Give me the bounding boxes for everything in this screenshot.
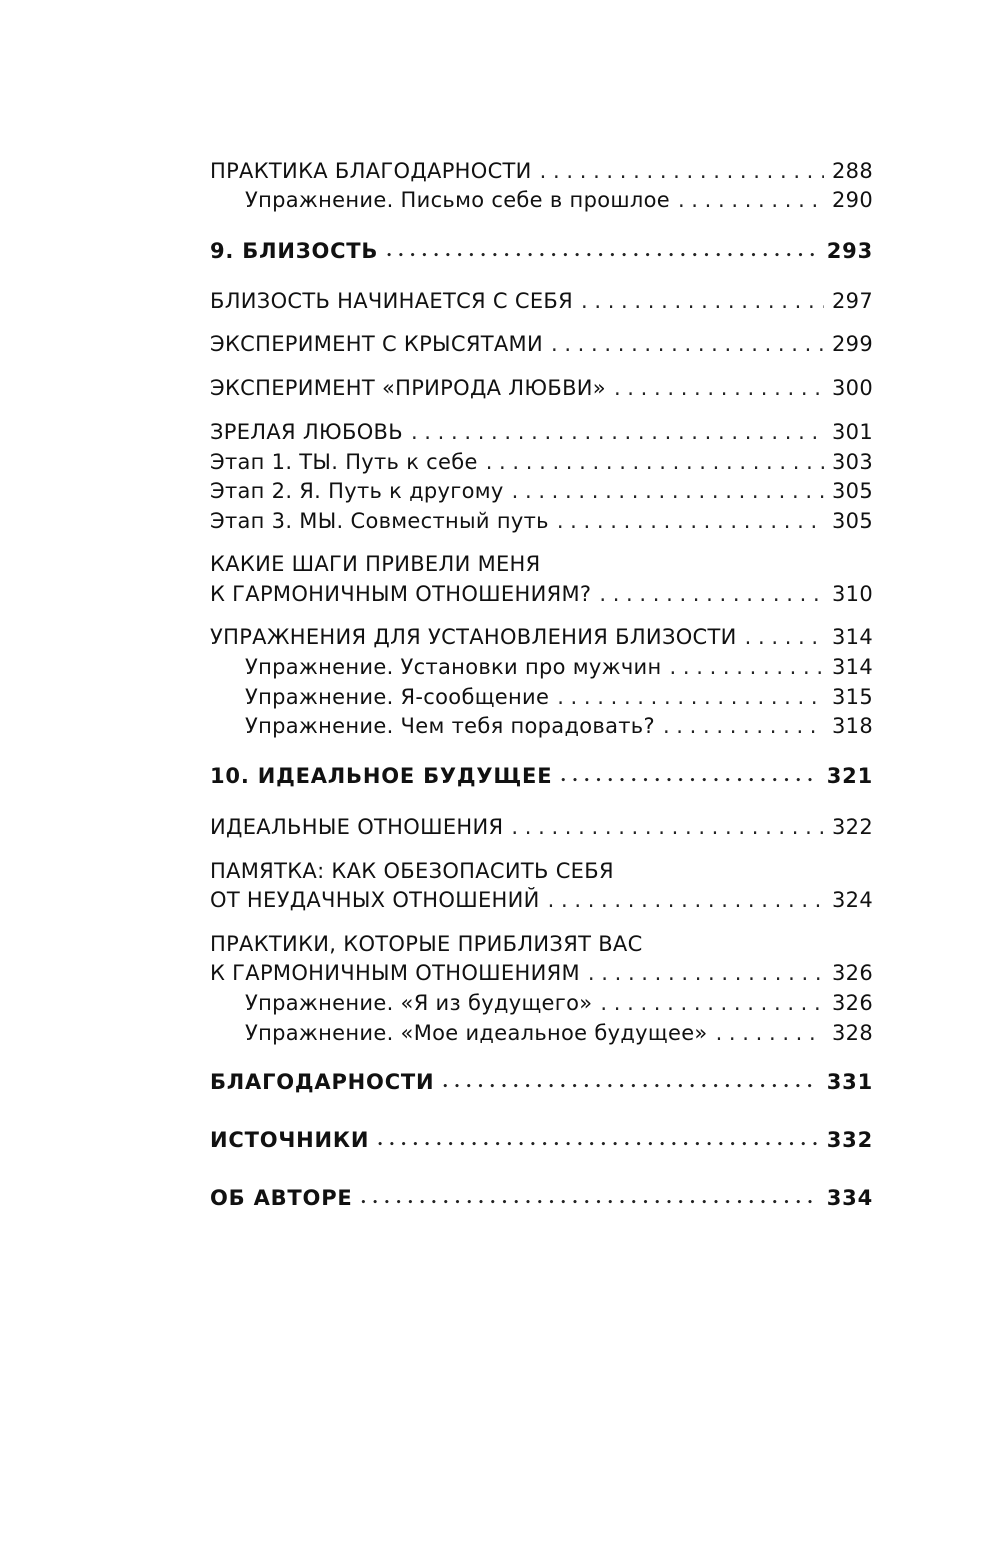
toc-entry-title: БЛИЗОСТЬ НАЧИНАЕТСЯ С СЕБЯ (210, 289, 573, 313)
dot-leader (511, 812, 824, 842)
toc-entry-title: ЭКСПЕРИМЕНТ С КРЫСЯТАМИ (210, 332, 543, 356)
toc-chapter[interactable] (210, 761, 873, 796)
toc-entry-title: УПРАЖНЕНИЯ ДЛЯ УСТАНОВЛЕНИЯ БЛИЗОСТИ (210, 625, 737, 649)
dot-leader (614, 373, 824, 403)
toc-entry[interactable] (210, 812, 873, 842)
toc-chapter-title: ОБ АВТОРЕ (210, 1186, 353, 1210)
toc-page-number: 326 (832, 991, 873, 1015)
toc-entry-title: Упражнение. Письмо себе в прошлое (245, 188, 670, 212)
dot-leader (361, 1183, 819, 1218)
toc-subentry[interactable] (245, 988, 873, 1018)
toc-chapter-title: ИСТОЧНИКИ (210, 1128, 370, 1152)
toc-page-number: 332 (826, 1128, 873, 1152)
toc-chapter[interactable] (210, 236, 873, 271)
toc-page-number: 321 (826, 764, 873, 788)
dot-leader (557, 506, 824, 536)
toc-page-number: 290 (832, 188, 873, 212)
toc-subentry[interactable] (245, 682, 873, 712)
toc-entry[interactable] (210, 506, 873, 536)
toc-page-number: 314 (832, 625, 873, 649)
toc-entry[interactable] (210, 447, 873, 477)
dot-leader (548, 885, 824, 915)
toc-subentry[interactable] (245, 1018, 873, 1048)
toc-entry-title: Упражнение. Я-сообщение (245, 685, 550, 709)
toc-page-number: 299 (832, 332, 873, 356)
toc-subentry[interactable] (245, 185, 873, 215)
toc-entry-title-line1[interactable]: КАКИЕ ШАГИ ПРИВЕЛИ МЕНЯ (210, 552, 541, 576)
toc-entry[interactable] (210, 579, 873, 609)
toc-entry-title: Упражнение. «Я из будущего» (245, 991, 593, 1015)
toc-entry[interactable] (210, 329, 873, 359)
toc-entry-title: К ГАРМОНИЧНЫМ ОТНОШЕНИЯМ (210, 961, 580, 985)
dot-leader (670, 652, 825, 682)
toc-page-number: 293 (826, 239, 873, 263)
toc-entry-title: Упражнение. Установки про мужчин (245, 655, 662, 679)
toc-entry-title: Этап 3. МЫ. Совместный путь (210, 509, 549, 533)
toc-chapter-title: БЛАГОДАРНОСТИ (210, 1070, 435, 1094)
dot-leader (512, 476, 824, 506)
toc-page-number: 326 (832, 961, 873, 985)
toc-page-number: 305 (832, 479, 873, 503)
toc-entry-title: ЭКСПЕРИМЕНТ «ПРИРОДА ЛЮБВИ» (210, 376, 606, 400)
toc-page-number: 288 (832, 159, 873, 183)
dot-leader (588, 958, 824, 988)
toc-entry[interactable] (210, 373, 873, 403)
dot-leader (442, 1067, 818, 1102)
toc-page-number: 305 (832, 509, 873, 533)
toc-entry-title: ПРАКТИКА БЛАГОДАРНОСТИ (210, 159, 532, 183)
dot-leader (600, 988, 824, 1018)
toc-entry[interactable] (210, 417, 873, 447)
toc-entry-title: Упражнение. «Мое идеальное будущее» (245, 1021, 708, 1045)
toc-page-number: 300 (832, 376, 873, 400)
toc-chapter[interactable] (210, 1125, 873, 1160)
dot-leader (716, 1018, 824, 1048)
toc-page-number: 297 (832, 289, 873, 313)
toc-entry-title: ОТ НЕУДАЧНЫХ ОТНОШЕНИЙ (210, 888, 540, 912)
toc-page-number: 303 (832, 450, 873, 474)
dot-leader (557, 682, 824, 712)
dot-leader (599, 579, 824, 609)
dot-leader (663, 711, 824, 741)
toc-entry-title: ИДЕАЛЬНЫЕ ОТНОШЕНИЯ (210, 815, 504, 839)
toc-page-number: 328 (832, 1021, 873, 1045)
toc-entry-title: Упражнение. Чем тебя порадовать? (245, 714, 655, 738)
toc-entry[interactable] (210, 885, 873, 915)
toc-subentry[interactable] (245, 652, 873, 682)
toc-entry[interactable] (210, 958, 873, 988)
toc-page-number: 301 (832, 420, 873, 444)
toc-page-number: 324 (832, 888, 873, 912)
dot-leader (551, 329, 824, 359)
toc-chapter[interactable] (210, 1183, 873, 1218)
dot-leader (486, 447, 824, 477)
toc-page-number: 318 (832, 714, 873, 738)
toc-entry-title: Этап 1. ТЫ. Путь к себе (210, 450, 478, 474)
toc-entry-title: ЗРЕЛАЯ ЛЮБОВЬ (210, 420, 403, 444)
toc-page-number: 310 (832, 582, 873, 606)
dot-leader (540, 156, 824, 186)
toc-page-number: 334 (826, 1186, 873, 1210)
toc-entry-title: Этап 2. Я. Путь к другому (210, 479, 504, 503)
toc-page-number: 315 (832, 685, 873, 709)
dot-leader (678, 185, 824, 215)
dot-leader (581, 286, 824, 316)
toc-entry-title-line1[interactable]: ПАМЯТКА: КАК ОБЕЗОПАСИТЬ СЕБЯ (210, 859, 614, 883)
toc-page-number: 314 (832, 655, 873, 679)
dot-leader (745, 622, 824, 652)
toc-chapter-title: 10. ИДЕАЛЬНОЕ БУДУЩЕЕ (210, 764, 553, 788)
dot-leader (386, 236, 819, 271)
toc-entry[interactable] (210, 476, 873, 506)
toc-subentry[interactable] (245, 711, 873, 741)
toc-entry-title: К ГАРМОНИЧНЫМ ОТНОШЕНИЯМ? (210, 582, 592, 606)
toc-chapter-title: 9. БЛИЗОСТЬ (210, 239, 379, 263)
toc-page-number: 331 (826, 1070, 873, 1094)
dot-leader (377, 1125, 819, 1160)
toc-entry[interactable] (210, 622, 873, 652)
toc-entry-title-line1[interactable]: ПРАКТИКИ, КОТОРЫЕ ПРИБЛИЗЯТ ВАС (210, 932, 643, 956)
toc-chapter[interactable] (210, 1067, 873, 1102)
dot-leader (411, 417, 824, 447)
toc-page-number: 322 (832, 815, 873, 839)
toc-entry[interactable] (210, 286, 873, 316)
toc-entry[interactable] (210, 156, 873, 186)
dot-leader (560, 761, 818, 796)
